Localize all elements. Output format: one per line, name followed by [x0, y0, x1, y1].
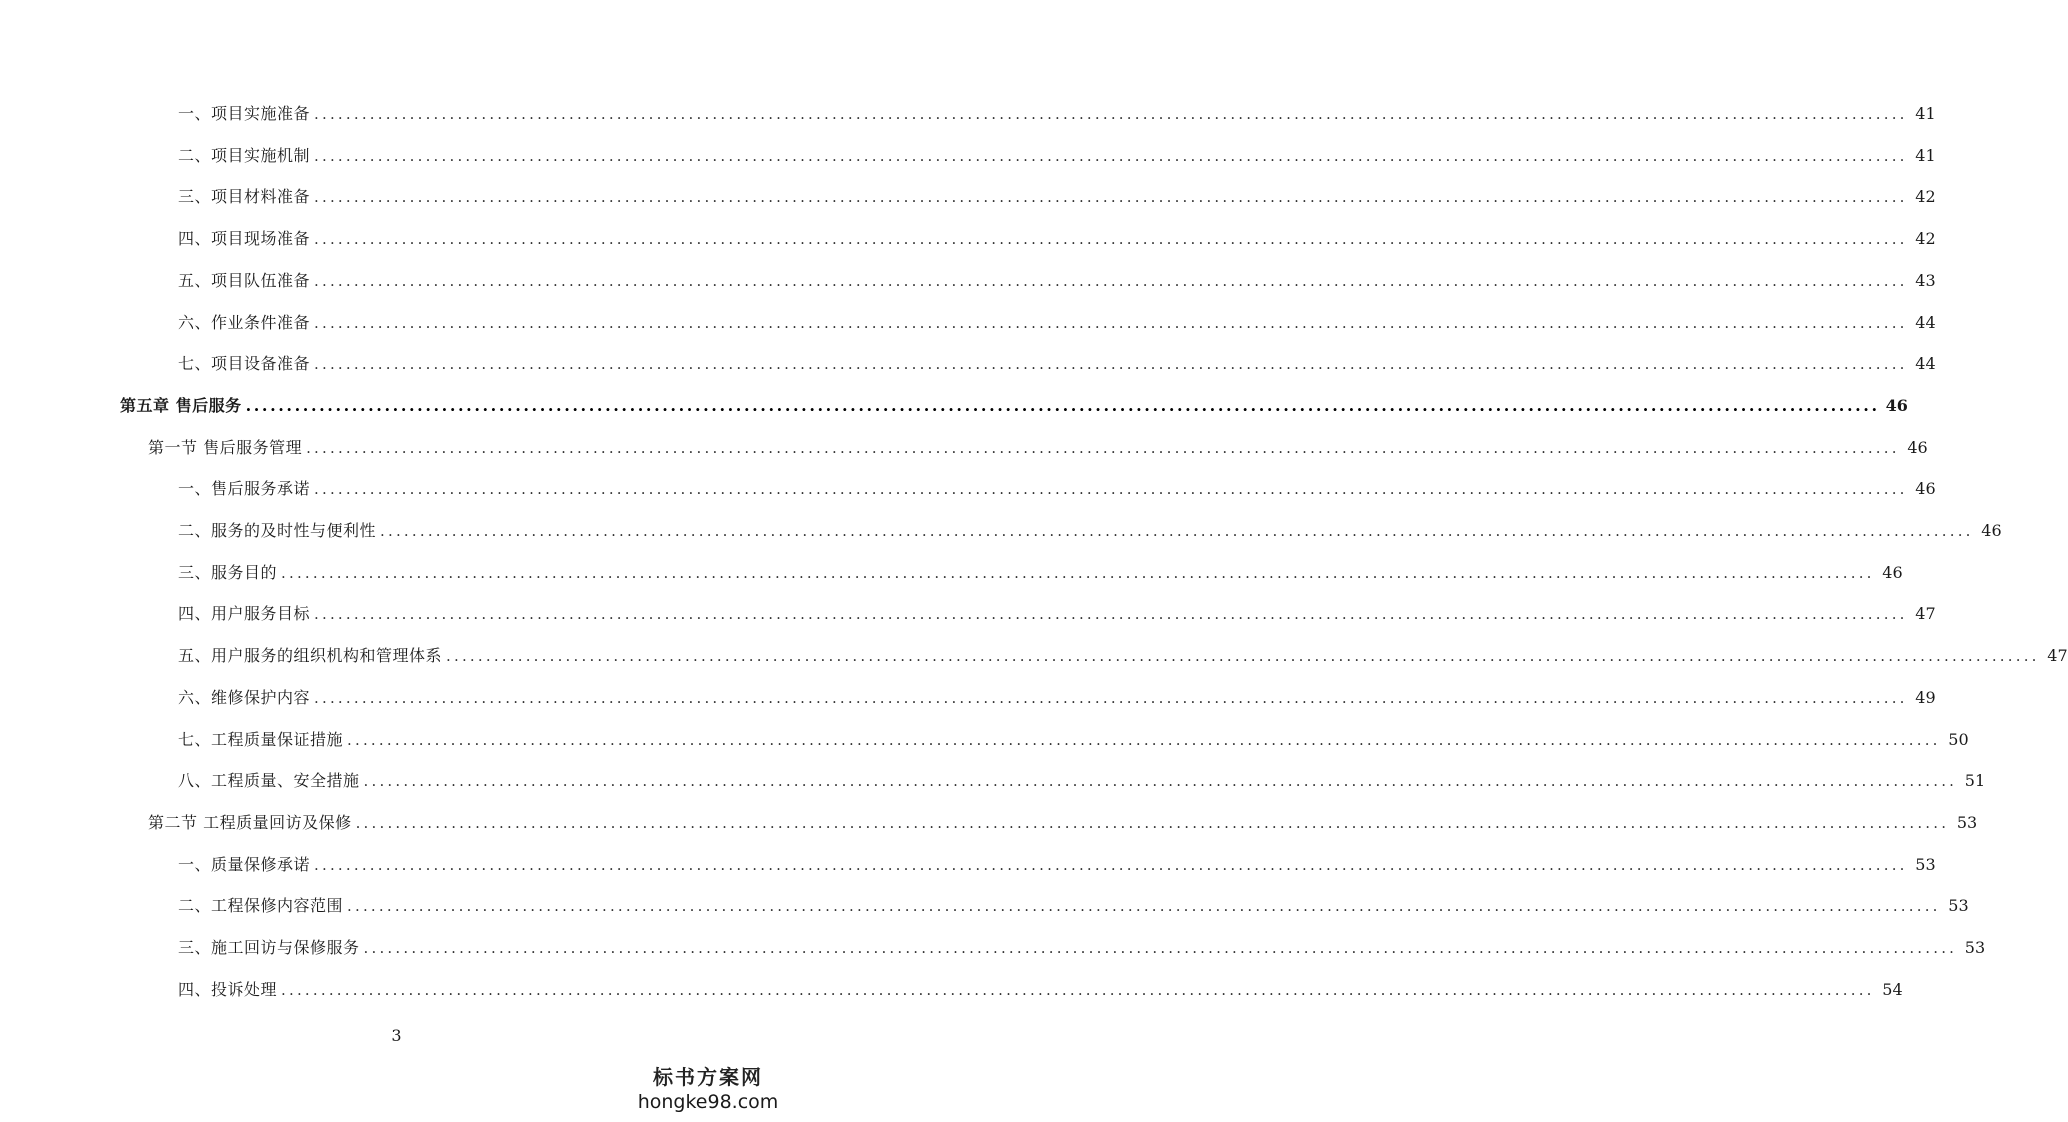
toc-entry-page: 42 — [1915, 229, 1936, 249]
toc-entry-title: 四、项目现场准备 — [178, 229, 311, 249]
toc-item-entry[interactable] — [178, 972, 1903, 1008]
toc-entry-title: 四、用户服务目标 — [178, 604, 311, 624]
toc-item-entry[interactable] — [178, 305, 1936, 341]
toc-entry-page: 46 — [1882, 562, 1903, 582]
toc-entry-title: 二、项目实施机制 — [178, 145, 311, 165]
toc-dot-leader: ........................................................................................................................................................................................................ — [314, 188, 1908, 207]
toc-item-entry[interactable] — [178, 763, 1986, 799]
toc-item-entry[interactable] — [178, 847, 1936, 883]
toc-entry-title: 四、投诉处理 — [178, 979, 278, 999]
toc-item-entry[interactable] — [178, 221, 1936, 257]
toc-item-entry[interactable] — [178, 596, 1936, 632]
toc-entry-page: 46 — [1915, 479, 1936, 499]
toc-entry-page: 53 — [1948, 896, 1969, 916]
watermark-url: hongke98.com — [637, 1091, 779, 1113]
toc-entry-title: 七、工程质量保证措施 — [178, 729, 344, 749]
toc-entry-page: 49 — [1915, 687, 1936, 707]
toc-entry-page: 46 — [1885, 395, 1908, 415]
page-number: 3 — [391, 1026, 402, 1045]
toc-entry-page: 54 — [1882, 979, 1903, 999]
toc-item-entry[interactable] — [178, 555, 1903, 591]
toc-entry-page: 41 — [1915, 145, 1936, 165]
toc-dot-leader: ........................................................................................................................................................................................................ — [314, 480, 1908, 499]
toc-item-entry[interactable] — [178, 179, 1936, 215]
toc-dot-leader: ........................................................................................................................................................................................................ — [355, 813, 1950, 832]
watermark-logo — [633, 1064, 783, 1114]
toc-entry-page: 43 — [1915, 270, 1936, 290]
toc-entry-title: 八、工程质量、安全措施 — [178, 771, 360, 791]
toc-entry-page: 41 — [1915, 104, 1936, 123]
toc-entry-title: 第二节 工程质量回访及保修 — [148, 812, 352, 832]
toc-dot-leader: ........................................................................................................................................................................................................ — [347, 730, 1941, 749]
toc-dot-leader: ........................................................................................................................................................................................................ — [314, 605, 1908, 624]
watermark-site-name: 标书方案网 — [653, 1065, 763, 1089]
toc-dot-leader: ........................................................................................................................................................................................................ — [314, 230, 1908, 249]
toc-item-entry[interactable] — [178, 138, 1936, 174]
toc-entry-title: 一、售后服务承诺 — [178, 479, 311, 499]
toc-entry-title: 三、项目材料准备 — [178, 187, 311, 207]
toc-entry-page: 53 — [1956, 812, 1978, 832]
toc-item-entry[interactable] — [178, 513, 2002, 549]
toc-entry-title: 第一节 售后服务管理 — [148, 437, 303, 457]
toc-dot-leader: ........................................................................................................................................................................................................ — [314, 855, 1908, 874]
toc-entry-title: 六、作业条件准备 — [178, 312, 311, 332]
toc-entry-title: 第五章 售后服务 — [120, 395, 242, 415]
toc-entry-page: 46 — [1907, 437, 1928, 457]
toc-dot-leader: ........................................................................................................................................................................................................ — [281, 980, 1875, 999]
toc-dot-leader: ........................................................................................................................................................................................................ — [281, 563, 1875, 582]
toc-section-entry[interactable] — [148, 430, 1928, 466]
toc-dot-leader: ........................................................................................................................................................................................................ — [380, 522, 1974, 540]
toc-entry-page: 53 — [1964, 938, 1986, 957]
toc-entry-page: 47 — [2047, 646, 2068, 666]
toc-dot-leader: ........................................................................................................................................................................................................ — [245, 395, 1880, 415]
toc-entry-page: 50 — [1948, 729, 1969, 749]
toc-dot-leader: ........................................................................................................................................................................................................ — [314, 688, 1908, 707]
toc-dot-leader: ........................................................................................................................................................................................................ — [314, 105, 1908, 123]
toc-section-entry[interactable] — [148, 805, 1978, 841]
toc-dot-leader: ........................................................................................................................................................................................................ — [314, 271, 1908, 290]
toc-entry-title: 二、工程保修内容范围 — [178, 896, 344, 916]
toc-entry-page: 47 — [1915, 604, 1936, 624]
toc-entry-title: 五、项目队伍准备 — [178, 270, 311, 290]
toc-entry-title: 六、维修保护内容 — [178, 687, 311, 707]
toc-item-entry[interactable] — [178, 680, 1936, 716]
toc-entry-title: 五、用户服务的组织机构和管理体系 — [178, 646, 443, 666]
toc-entry-title: 三、服务目的 — [178, 562, 278, 582]
toc-item-entry[interactable] — [178, 722, 1969, 758]
toc-entry-page: 44 — [1915, 354, 1936, 374]
toc-entry-title: 七、项目设备准备 — [178, 354, 311, 374]
toc-dot-leader: ........................................................................................................................................................................................................ — [314, 313, 1908, 332]
toc-entry-page: 44 — [1915, 312, 1936, 332]
toc-entry-page: 51 — [1964, 771, 1986, 791]
toc-entry-page: 46 — [1981, 521, 2002, 540]
toc-item-entry[interactable] — [178, 263, 1936, 299]
toc-entry-page: 53 — [1915, 854, 1936, 874]
toc-item-entry[interactable] — [178, 346, 1936, 382]
toc-item-entry[interactable] — [178, 930, 1986, 966]
toc-dot-leader: ........................................................................................................................................................................................................ — [306, 438, 1900, 457]
toc-item-entry[interactable] — [178, 638, 2068, 674]
toc-dot-leader: ........................................................................................................................................................................................................ — [314, 355, 1908, 374]
toc-dot-leader: ........................................................................................................................................................................................................ — [446, 647, 2040, 666]
toc-entry-title: 一、质量保修承诺 — [178, 854, 311, 874]
toc-entry-title: 三、施工回访与保修服务 — [178, 938, 360, 957]
toc-entry-title: 二、服务的及时性与便利性 — [178, 521, 377, 540]
toc-entry-page: 42 — [1915, 187, 1936, 207]
toc-dot-leader: ........................................................................................................................................................................................................ — [314, 146, 1908, 165]
toc-entry-title: 一、项目实施准备 — [178, 104, 311, 123]
toc-item-entry[interactable] — [178, 888, 1969, 924]
toc-item-entry[interactable] — [178, 96, 1936, 132]
toc-dot-leader: ........................................................................................................................................................................................................ — [347, 897, 1941, 916]
toc-dot-leader: ........................................................................................................................................................................................................ — [363, 772, 1958, 791]
toc-chapter-entry[interactable] — [120, 388, 1908, 424]
toc-item-entry[interactable] — [178, 471, 1936, 507]
toc-dot-leader: ........................................................................................................................................................................................................ — [363, 939, 1958, 957]
